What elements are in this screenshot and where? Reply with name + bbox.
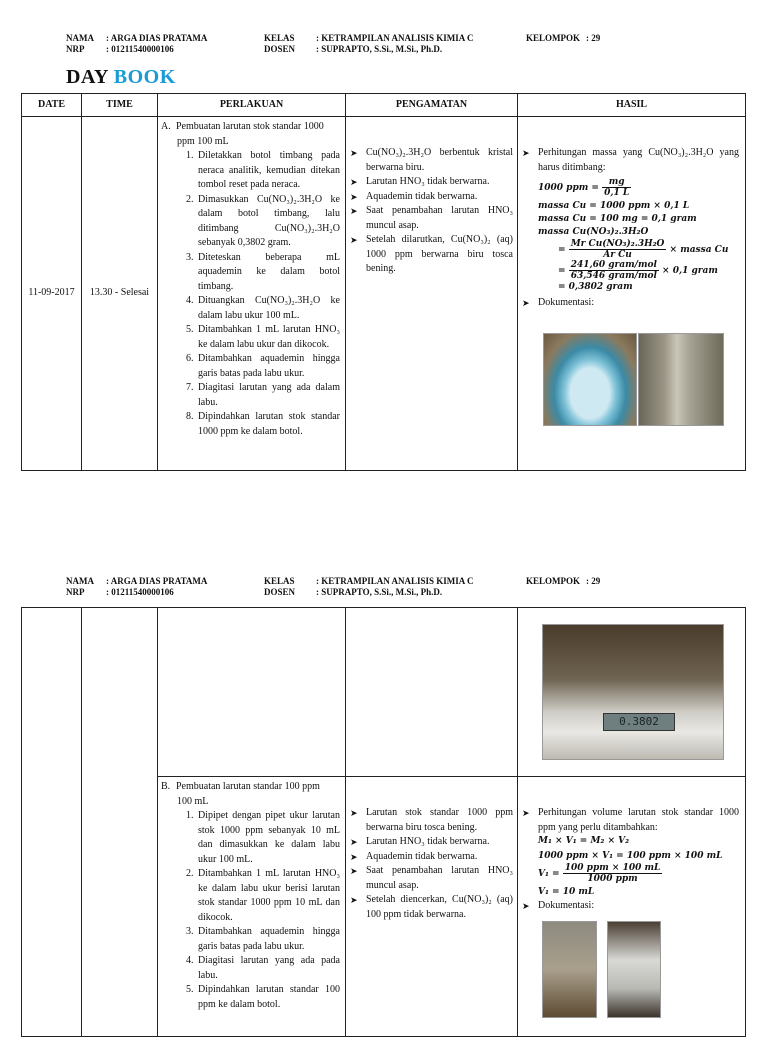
section-a-steps bbox=[161, 149, 340, 439]
nama-value: : ARGA DIAS PRATAMA bbox=[106, 33, 208, 43]
list-item: 3. Diteteskan beberapa mL aquademin ke dalam botol timbang. bbox=[196, 251, 340, 295]
kelas-label: KELAS bbox=[264, 576, 295, 586]
fraction bbox=[569, 239, 667, 260]
list-item: 3. Ditambahkan aquademin hingga garis batas pada labu ukur. bbox=[196, 925, 340, 954]
doc-list bbox=[521, 899, 739, 914]
list-item: 2. Ditambahkan 1 mL larutan HNO₃ ke dalam labu ukur berisi larutan stok standar 1000 ppm 10 mL dan dikocok. bbox=[196, 867, 340, 925]
list-item: 5. Dipindahkan larutan standar 100 ppm ke dalam botol. bbox=[196, 983, 340, 1012]
fraction bbox=[563, 863, 663, 884]
eq-text: 1000 ppm = bbox=[538, 183, 599, 193]
page-title bbox=[66, 66, 176, 89]
dosen-value: : SUPRAPTO, S.Si., M.Si., Ph.D. bbox=[316, 44, 443, 54]
list-item: 4. Diagitasi larutan yang ada pada labu. bbox=[196, 954, 340, 983]
section-b-title: Pembuatan larutan standar 100 ppm bbox=[176, 781, 320, 792]
nrp-label: NRP bbox=[66, 587, 85, 597]
list-item: 1. Diletakkan botol timbang pada neraca analitik, kemudian ditekan tombol reset pada neraca. bbox=[196, 149, 340, 193]
list-item: 6. Ditambahkan aquademin hingga garis batas pada labu ukur. bbox=[196, 352, 340, 381]
time-cell-empty bbox=[82, 608, 158, 1037]
list-item: 5. Ditambahkan 1 mL larutan HNO₃ ke dalam labu ukur dan dikocok. bbox=[196, 323, 340, 352]
list-item: ➤ Larutan HNO₃ tidak berwarna. bbox=[349, 175, 513, 190]
col-hasil: HASIL bbox=[518, 94, 746, 117]
eq-text: = bbox=[558, 245, 566, 255]
equation: massa Cu = 1000 ppm × 0,1 L bbox=[538, 201, 690, 211]
dosen-label: DOSEN bbox=[264, 44, 296, 54]
denominator: 63,546 gram/mol bbox=[570, 271, 657, 281]
list-item: ➤ Saat penambahan larutan HNO₃ muncul asap. bbox=[349, 204, 513, 233]
list-item: ➤ Cu(NO₃)₂.3H₂O berbentuk kristal berwarna biru. bbox=[349, 146, 513, 175]
list-item: 7. Diagitasi larutan yang ada dalam labu. bbox=[196, 381, 340, 410]
numerator: mg bbox=[602, 177, 631, 188]
numerator: 241,60 gram/mol bbox=[570, 260, 657, 270]
col-pengamatan: PENGAMATAN bbox=[346, 94, 518, 117]
eq-text: × massa Cu bbox=[669, 245, 729, 255]
table-header-row bbox=[22, 94, 746, 117]
list-item: 1. Dipipet dengan pipet ukur larutan stok 1000 ppm sebanyak 10 mL dan dimasukkan ke dalam labu ukur 100 mL. bbox=[196, 809, 340, 867]
sample-bottle-photo bbox=[607, 921, 661, 1018]
kelompok-value: : 29 bbox=[586, 576, 601, 586]
equation bbox=[558, 239, 739, 260]
nrp-label: NRP bbox=[66, 44, 85, 54]
eq-text: × 0,1 gram bbox=[662, 266, 718, 276]
section-a-title-cont: ppm 100 mL bbox=[177, 135, 229, 147]
nama-value: : ARGA DIAS PRATAMA bbox=[106, 576, 208, 586]
section-a-results bbox=[521, 146, 739, 175]
list-item: ➤ Setelah dilarutkan, Cu(NO₃)₂ (aq) 1000 ppm berwarna biru tosca bening. bbox=[349, 233, 513, 277]
dosen-label: DOSEN bbox=[264, 587, 296, 597]
list-item: ➤ Saat penambahan larutan HNO₃ muncul asap. bbox=[349, 864, 513, 893]
section-a-observations bbox=[349, 146, 513, 277]
eq-text: V₁ = bbox=[538, 869, 560, 879]
equation: massa Cu = 100 mg = 0,1 gram bbox=[538, 214, 697, 224]
equation: massa Cu(NO₃)₂.3H₂O bbox=[538, 227, 649, 237]
kelompok-label: KELOMPOK bbox=[526, 33, 580, 43]
col-time: TIME bbox=[82, 94, 158, 117]
list-item: ➤ Larutan HNO₃ tidak berwarna. bbox=[349, 835, 513, 850]
balance-display: 0.3802 bbox=[603, 713, 675, 731]
kelas-value: : KETRAMPILAN ANALISIS KIMIA C bbox=[316, 576, 474, 586]
result-intro: ➤ Perhitungan volume larutan stok standar 1000 ppm yang perlu ditambahkan: bbox=[521, 806, 739, 835]
pengamatan-cell-a bbox=[346, 117, 518, 471]
list-item: ➤ Setelah diencerkan, Cu(NO₃)₂ (aq) 100 ppm tidak berwarna. bbox=[349, 893, 513, 922]
title-day: DAY bbox=[66, 66, 114, 88]
equation: = 0,3802 gram bbox=[558, 282, 633, 292]
list-item: ➤ Larutan stok standar 1000 ppm berwarna biru tosca bening. bbox=[349, 806, 513, 835]
doc-list bbox=[521, 296, 739, 311]
list-item: 2. Dimasukkan Cu(NO₃)₂.3H₂O ke dalam botol timbang, lalu ditimbang Cu(NO₃)₂.3H₂O sebanyak 0,3802 gram. bbox=[196, 193, 340, 251]
equation: 1000 ppm × V₁ = 100 ppm × 100 mL bbox=[538, 851, 723, 861]
equation bbox=[558, 260, 739, 281]
nrp-value: : 01211540000106 bbox=[106, 44, 174, 54]
kelompok-value: : 29 bbox=[586, 33, 601, 43]
fraction bbox=[602, 177, 631, 198]
col-perlakuan: PERLAKUAN bbox=[158, 94, 346, 117]
date-cell-empty bbox=[22, 608, 82, 1037]
equation bbox=[538, 177, 739, 198]
denominator: 1000 ppm bbox=[587, 874, 638, 884]
nama-label: NAMA bbox=[66, 33, 94, 43]
beaker-photo bbox=[543, 333, 637, 426]
doc-label: ➤ Dokumentasi: bbox=[521, 899, 739, 914]
equation bbox=[538, 863, 739, 884]
equation: V₁ = 10 mL bbox=[538, 887, 595, 897]
analytical-balance-photo bbox=[542, 624, 724, 760]
perlakuan-cell-b bbox=[158, 777, 346, 1037]
dosen-value: : SUPRAPTO, S.Si., M.Si., Ph.D. bbox=[316, 587, 443, 597]
section-a-title: Pembuatan larutan stok standar 1000 bbox=[176, 121, 324, 132]
result-intro: ➤ Perhitungan massa yang Cu(NO₃)₂.3H₂O yang harus ditimbang: bbox=[521, 146, 739, 175]
kelas-value: : KETRAMPILAN ANALISIS KIMIA C bbox=[316, 33, 474, 43]
perlakuan-cell-a bbox=[158, 117, 346, 471]
time-cell: 13.30 - Selesai bbox=[82, 117, 158, 471]
list-item: 4. Dituangkan Cu(NO₃)₂.3H₂O ke dalam labu ukur 100 mL. bbox=[196, 294, 340, 323]
section-b-results bbox=[521, 806, 739, 835]
section-b-steps bbox=[161, 809, 340, 1012]
fraction bbox=[569, 260, 659, 281]
page2-header bbox=[66, 576, 600, 598]
pengamatan-cell-b bbox=[346, 777, 518, 1037]
section-b-label: B. bbox=[161, 781, 171, 792]
pipette-flask-photo bbox=[542, 921, 597, 1018]
section-b-title-cont: 100 mL bbox=[177, 795, 209, 807]
section-b-observations bbox=[349, 806, 513, 922]
col-date: DATE bbox=[22, 94, 82, 117]
perlakuan-cell-empty bbox=[158, 608, 346, 777]
kelompok-label: KELOMPOK bbox=[526, 576, 580, 586]
volumetric-flask-photo bbox=[638, 333, 724, 426]
pengamatan-cell-empty bbox=[346, 608, 518, 777]
list-item: ➤ Aquademin tidak berwarna. bbox=[349, 190, 513, 205]
denominator: 0,1 L bbox=[604, 188, 630, 198]
numerator: Mr Cu(NO₃)₂.3H₂O bbox=[570, 239, 665, 249]
numerator: 100 ppm × 100 mL bbox=[564, 863, 661, 873]
nama-label: NAMA bbox=[66, 576, 94, 586]
denominator: Ar Cu bbox=[603, 250, 632, 260]
date-cell: 11-09-2017 bbox=[22, 117, 82, 471]
doc-label: ➤ Dokumentasi: bbox=[521, 296, 739, 311]
equation: M₁ × V₁ = M₂ × V₂ bbox=[538, 836, 630, 846]
section-a-label: A. bbox=[161, 121, 171, 132]
list-item: ➤ Aquademin tidak berwarna. bbox=[349, 850, 513, 865]
page1-header bbox=[66, 33, 600, 55]
nrp-value: : 01211540000106 bbox=[106, 587, 174, 597]
list-item: 8. Dipindahkan larutan stok standar 1000 ppm ke dalam botol. bbox=[196, 410, 340, 439]
kelas-label: KELAS bbox=[264, 33, 295, 43]
eq-text: = bbox=[558, 266, 566, 276]
title-book: BOOK bbox=[113, 66, 176, 88]
